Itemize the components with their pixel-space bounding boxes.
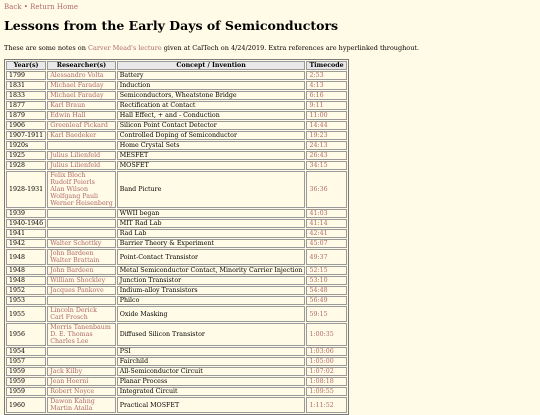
year-cell: 1928 xyxy=(6,161,46,170)
header-researchers: Researcher(s) xyxy=(47,61,116,70)
timecode-cell xyxy=(306,71,346,80)
researchers-cell xyxy=(47,141,116,150)
researchers-cell xyxy=(47,81,116,90)
researchers-cell xyxy=(47,229,116,238)
concept-cell: Semiconductors, Wheatstone Bridge xyxy=(117,91,306,100)
researchers-cell xyxy=(47,377,116,386)
timecode-cell xyxy=(306,276,346,285)
timecode-cell xyxy=(306,111,346,120)
year-cell: 1948 xyxy=(6,276,46,285)
table-row xyxy=(6,397,347,413)
concept-cell: Junction Transistor xyxy=(117,276,306,285)
year-cell: 1953 xyxy=(6,296,46,305)
timecode-link[interactable]: 41:14 xyxy=(309,220,328,227)
concept-cell: Hall Effect, + and - Conduction xyxy=(117,111,306,120)
researchers-cell xyxy=(47,161,116,170)
year-cell: 1879 xyxy=(6,111,46,120)
researcher-link[interactable]: Michael Faraday xyxy=(50,92,104,99)
researchers-cell xyxy=(47,387,116,396)
table-row xyxy=(6,171,347,208)
researcher-link[interactable]: Robert Noyce xyxy=(50,388,95,395)
timecode-link[interactable]: 1:00:35 xyxy=(309,331,334,338)
table-row xyxy=(6,276,347,285)
concept-cell: WWII began xyxy=(117,209,306,218)
timecode-link[interactable]: 54:48 xyxy=(309,287,328,294)
table-row xyxy=(6,219,347,228)
year-cell: 1907-1911 xyxy=(6,131,46,140)
year-cell: 1956 xyxy=(6,323,46,346)
researcher-link[interactable]: Karl Braun xyxy=(50,102,86,109)
timecode-link[interactable]: 14:44 xyxy=(309,122,328,129)
year-cell: 1925 xyxy=(6,151,46,160)
year-cell: 1959 xyxy=(6,387,46,396)
year-cell: 1959 xyxy=(6,377,46,386)
concept-cell: Philco xyxy=(117,296,306,305)
year-cell: 1955 xyxy=(6,306,46,322)
year-cell: 1833 xyxy=(6,91,46,100)
timecode-link[interactable]: 4:13 xyxy=(309,82,324,89)
timecode-link[interactable]: 59:15 xyxy=(309,310,328,318)
timecode-link[interactable]: 26:43 xyxy=(309,152,328,159)
table-row xyxy=(6,71,347,80)
year-cell: 1906 xyxy=(6,121,46,130)
researcher-link[interactable]: John Bardeen xyxy=(50,250,94,257)
intro-paragraph xyxy=(4,44,536,53)
table-row xyxy=(6,296,347,305)
timecode-link[interactable]: 56:49 xyxy=(309,297,328,304)
concept-cell: Indium-alloy Transistors xyxy=(117,286,306,295)
concept-cell: Point-Contact Transistor xyxy=(117,249,306,265)
researchers-cell xyxy=(47,347,116,356)
table-row xyxy=(6,141,347,150)
researcher-link[interactable]: Julius Lilienfeld xyxy=(50,152,101,159)
page-title: Lessons from the Early Days of Semiconductors xyxy=(4,18,339,33)
timecode-cell xyxy=(306,266,346,275)
researchers-cell xyxy=(47,131,116,140)
timecode-link[interactable]: 1:05:00 xyxy=(309,358,334,365)
timecode-link[interactable]: 36:36 xyxy=(309,186,328,193)
researcher-link[interactable]: Lincoln Derick xyxy=(50,307,97,314)
timecode-cell xyxy=(306,397,346,413)
table-row xyxy=(6,131,347,140)
concept-cell: Barrier Theory & Experiment xyxy=(117,239,306,248)
researcher-link[interactable]: Alessandro Volta xyxy=(50,72,104,79)
researcher-link[interactable]: Jean Hoerni xyxy=(50,378,89,385)
concept-cell: Integrated Circuit xyxy=(117,387,306,396)
timecode-link[interactable]: 45:07 xyxy=(309,240,328,247)
timecode-cell xyxy=(306,323,346,346)
researcher-link[interactable]: Karl Baedeker xyxy=(50,132,97,139)
concept-cell: Silicon Point Contact Detector xyxy=(117,121,306,130)
concept-cell: All-Semiconductor Circuit xyxy=(117,367,306,376)
researcher-link[interactable]: Carl Frosch xyxy=(50,314,88,321)
timecode-link[interactable]: 1:03:06 xyxy=(309,348,334,355)
researchers-cell xyxy=(47,397,116,413)
concept-cell: Rad Lab xyxy=(117,229,306,238)
table-row xyxy=(6,91,347,100)
header-year: Year(s) xyxy=(6,61,46,70)
intro-text-after: given at CalTech on 4/24/2019. Extra references are hyperlinked throughout. xyxy=(161,44,420,52)
timecode-link[interactable]: 34:15 xyxy=(309,162,328,169)
researchers-cell xyxy=(47,209,116,218)
table-row xyxy=(6,286,347,295)
timecode-cell xyxy=(306,209,346,218)
top-nav xyxy=(4,3,536,12)
timecode-link[interactable]: 1:08:18 xyxy=(309,378,334,385)
researchers-cell xyxy=(47,151,116,160)
timecode-link[interactable]: 49:37 xyxy=(309,253,328,261)
timecode-cell xyxy=(306,161,346,170)
timecode-link[interactable]: 42:41 xyxy=(309,230,328,237)
timecode-link[interactable]: 6:16 xyxy=(309,92,324,99)
year-cell: 1954 xyxy=(6,347,46,356)
researcher-link[interactable]: Rudolf Peierls xyxy=(50,179,95,186)
back-link[interactable]: Back xyxy=(4,3,22,11)
nav-separator: • xyxy=(21,3,31,11)
concept-cell: PSI xyxy=(117,347,306,356)
researchers-cell xyxy=(47,266,116,275)
table-row xyxy=(6,249,347,265)
researcher-link[interactable]: Greenleaf Pickard xyxy=(50,122,108,129)
concept-cell: MOSFET xyxy=(117,161,306,170)
timecode-link[interactable]: 53:10 xyxy=(309,277,328,284)
timecode-cell xyxy=(306,357,346,366)
lecture-link[interactable]: Carver Mead's lecture xyxy=(87,44,162,52)
table-row xyxy=(6,239,347,248)
concept-cell: Practical MOSFET xyxy=(117,397,306,413)
table-row xyxy=(6,323,347,346)
concept-cell: Home Crystal Sets xyxy=(117,141,306,150)
table-row xyxy=(6,81,347,90)
researchers-cell xyxy=(47,111,116,120)
researchers-cell xyxy=(47,101,116,110)
table-row xyxy=(6,347,347,356)
concept-cell: Induction xyxy=(117,81,306,90)
researcher-link[interactable]: William Shockley xyxy=(50,277,106,284)
year-cell: 1959 xyxy=(6,367,46,376)
table-row xyxy=(6,121,347,130)
table-body xyxy=(6,71,347,413)
concept-cell: Metal Semiconductor Contact, Minority Carrier Injection xyxy=(117,266,306,275)
researcher-link[interactable]: Alan Wilson xyxy=(50,186,89,193)
concept-cell: MESFET xyxy=(117,151,306,160)
timecode-cell xyxy=(306,249,346,265)
year-cell: 1799 xyxy=(6,71,46,80)
table-row xyxy=(6,209,347,218)
header-timecode: Timecode xyxy=(306,61,346,70)
timeline-table xyxy=(4,59,349,415)
researchers-cell xyxy=(47,239,116,248)
timecode-cell xyxy=(306,296,346,305)
year-cell: 1940-1946 xyxy=(6,219,46,228)
timecode-link[interactable]: 24:13 xyxy=(309,142,328,149)
year-cell: 1942 xyxy=(6,239,46,248)
timecode-cell xyxy=(306,131,346,140)
timecode-link[interactable]: 52:15 xyxy=(309,267,328,274)
concept-cell: Oxide Masking xyxy=(117,306,306,322)
timecode-cell xyxy=(306,286,346,295)
year-cell: 1948 xyxy=(6,249,46,265)
timecode-cell xyxy=(306,229,346,238)
concept-cell: Rectification at Contact xyxy=(117,101,306,110)
timecode-link[interactable]: 2:53 xyxy=(309,72,324,79)
researchers-cell xyxy=(47,357,116,366)
researcher-link[interactable]: Charles Lee xyxy=(50,338,89,345)
concept-cell: MIT Rad Lab xyxy=(117,219,306,228)
researchers-cell xyxy=(47,306,116,322)
researcher-link[interactable]: D. E. Thomas xyxy=(50,331,93,338)
table-row xyxy=(6,357,347,366)
researcher-link[interactable]: Dawon Kahng xyxy=(50,398,95,405)
timecode-cell xyxy=(306,347,346,356)
researchers-cell xyxy=(47,276,116,285)
year-cell: 1960 xyxy=(6,397,46,413)
timecode-link[interactable]: 1:11:52 xyxy=(309,401,334,409)
researchers-cell xyxy=(47,219,116,228)
table-row xyxy=(6,367,347,376)
table-row xyxy=(6,101,347,110)
concept-cell: Fairchild xyxy=(117,357,306,366)
header-concept: Concept / Invention xyxy=(117,61,306,70)
researcher-link[interactable]: Walter Schottky xyxy=(50,240,102,247)
timecode-link[interactable]: 41:03 xyxy=(309,210,328,217)
researchers-cell xyxy=(47,121,116,130)
researcher-link[interactable]: Martin Atalla xyxy=(50,405,93,412)
timecode-link[interactable]: 1:07:02 xyxy=(309,368,334,375)
timecode-link[interactable]: 11:00 xyxy=(309,112,328,119)
table-row xyxy=(6,161,347,170)
researchers-cell xyxy=(47,71,116,80)
researcher-link[interactable]: Walter Brattain xyxy=(50,257,100,264)
researcher-link[interactable]: Werner Heisenberg xyxy=(50,200,113,207)
timecode-cell xyxy=(306,171,346,208)
timecode-cell xyxy=(306,387,346,396)
timecode-cell xyxy=(306,151,346,160)
timecode-cell xyxy=(306,101,346,110)
researcher-link[interactable]: Morris Tanenbaum xyxy=(50,324,111,331)
table-row xyxy=(6,306,347,322)
year-cell: 1928-1931 xyxy=(6,171,46,208)
timecode-cell xyxy=(306,121,346,130)
researcher-link[interactable]: Felix Bloch xyxy=(50,172,86,179)
timecode-link[interactable]: 19:23 xyxy=(309,132,328,139)
year-cell: 1877 xyxy=(6,101,46,110)
table-row xyxy=(6,387,347,396)
year-cell: 1939 xyxy=(6,209,46,218)
researcher-link[interactable]: Edwin Hall xyxy=(50,112,86,119)
researchers-cell xyxy=(47,296,116,305)
year-cell: 1948 xyxy=(6,266,46,275)
table-row xyxy=(6,377,347,386)
researchers-cell xyxy=(47,286,116,295)
researcher-link[interactable]: Jacques Pankove xyxy=(50,287,104,294)
researcher-link[interactable]: Michael Faraday xyxy=(50,82,104,89)
timecode-cell xyxy=(306,239,346,248)
timecode-link[interactable]: 1:09:55 xyxy=(309,388,334,395)
researchers-cell xyxy=(47,249,116,265)
concept-cell: Battery xyxy=(117,71,306,80)
return-home-link[interactable]: Return Home xyxy=(30,3,78,11)
table-row xyxy=(6,151,347,160)
timecode-cell xyxy=(306,377,346,386)
timecode-cell xyxy=(306,367,346,376)
researchers-cell xyxy=(47,367,116,376)
concept-cell: Planar Process xyxy=(117,377,306,386)
researchers-cell xyxy=(47,171,116,208)
researcher-link[interactable]: Julius Lilienfeld xyxy=(50,162,101,169)
intro-text-before: These are some notes on xyxy=(4,44,88,52)
table-row xyxy=(6,266,347,275)
researchers-cell xyxy=(47,323,116,346)
year-cell: 1957 xyxy=(6,357,46,366)
year-cell: 1920s xyxy=(6,141,46,150)
timecode-cell xyxy=(306,306,346,322)
timecode-cell xyxy=(306,91,346,100)
concept-cell: Diffused Silicon Transistor xyxy=(117,323,306,346)
researcher-link[interactable]: Wolfgang Pauli xyxy=(50,193,99,200)
timecode-cell xyxy=(306,219,346,228)
researcher-link[interactable]: John Bardeen xyxy=(50,267,94,274)
timecode-cell xyxy=(306,81,346,90)
year-cell: 1831 xyxy=(6,81,46,90)
year-cell: 1952 xyxy=(6,286,46,295)
table-header-row xyxy=(6,61,347,70)
timecode-cell xyxy=(306,141,346,150)
concept-cell: Controlled Doping of Semiconductor xyxy=(117,131,306,140)
concept-cell: Band Picture xyxy=(117,171,306,208)
researcher-link[interactable]: Jack Kilby xyxy=(50,368,83,375)
table-row xyxy=(6,111,347,120)
year-cell: 1941 xyxy=(6,229,46,238)
table-row xyxy=(6,229,347,238)
researchers-cell xyxy=(47,91,116,100)
timecode-link[interactable]: 9:11 xyxy=(309,102,324,109)
